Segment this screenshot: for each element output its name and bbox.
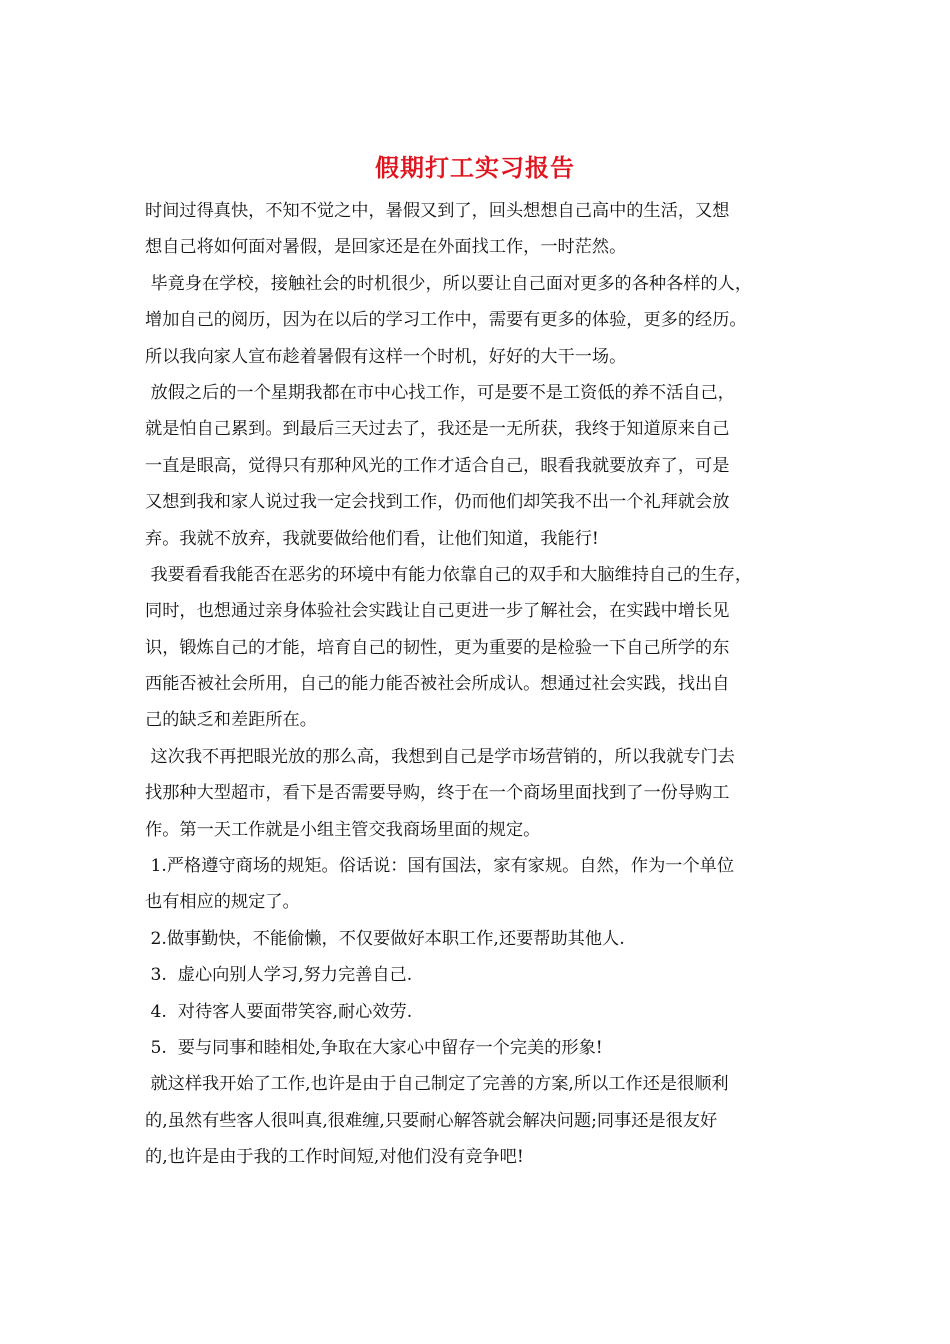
body-line: 所以我向家人宣布趁着暑假有这样一个时机，好好的大干一场。 bbox=[145, 346, 627, 367]
body-line: 1.严格遵守商场的规矩。俗话说：国有国法，家有家规。自然，作为一个单位 bbox=[145, 856, 735, 877]
body-line: 己的缺乏和差距所在。 bbox=[145, 710, 317, 731]
body-line: 西能否被社会所用，自己的能力能否被社会所成认。想通过社会实践，找出自 bbox=[145, 674, 730, 695]
body-line: 一直是眼高，觉得只有那种风光的工作才适合自己，眼看我就要放弃了，可是 bbox=[145, 455, 730, 476]
body-line: 5. 要与同事和睦相处,争取在大家心中留存一个完美的形象! bbox=[145, 1037, 603, 1058]
body-line: 找那种大型超市，看下是否需要导购，终于在一个商场里面找到了一份导购工 bbox=[145, 783, 730, 804]
body-line: 这次我不再把眼光放的那么高，我想到自己是学市场营销的，所以我就专门去 bbox=[145, 746, 735, 767]
body-line: 的,也许是由于我的工作时间短,对他们没有竞争吧! bbox=[145, 1147, 524, 1168]
body-line: 就是怕自己累到。到最后三天过去了，我还是一无所获，我终于知道原来自己 bbox=[145, 419, 730, 440]
body-line: 毕竟身在学校，接触社会的时机很少，所以要让自己面对更多的各种各样的人， bbox=[145, 273, 753, 294]
body-line: 3. 虚心向别人学习,努力完善自己. bbox=[145, 965, 413, 986]
body-line: 时间过得真快，不知不觉之中，暑假又到了，回头想想自己高中的生活，又想 bbox=[145, 201, 730, 221]
body-line: 4. 对待客人要面带笑容,耐心效劳. bbox=[145, 1001, 413, 1022]
body-line: 就这样我开始了工作,也许是由于自己制定了完善的方案,所以工作还是很顺利 bbox=[145, 1074, 729, 1095]
body-line: 放假之后的一个星期我都在市中心找工作，可是要不是工资低的养不活自己， bbox=[145, 382, 735, 403]
body-line: 2.做事勤快，不能偷懒，不仅要做好本职工作,还要帮助其他人. bbox=[145, 928, 625, 949]
document-title: 假期打工实习报告 bbox=[375, 153, 575, 182]
body-line: 识，锻炼自己的才能，培育自己的韧性，更为重要的是检验一下自己所学的东 bbox=[145, 637, 730, 658]
body-line: 也有相应的规定了。 bbox=[145, 892, 300, 913]
body-line: 想自己将如何面对暑假，是回家还是在外面找工作，一时茫然。 bbox=[145, 237, 627, 258]
body-line: 我要看看我能否在恶劣的环境中有能力依靠自己的双手和大脑维持自己的生存， bbox=[145, 564, 753, 585]
body-line: 作。第一天工作就是小组主管交我商场里面的规定。 bbox=[145, 819, 541, 840]
body-line: 同时，也想通过亲身体验社会实践让自己更进一步了解社会，在实践中增长见 bbox=[145, 601, 730, 622]
body-line: 的,虽然有些客人很叫真,很难缠,只要耐心解答就会解决问题;同事还是很友好 bbox=[145, 1110, 718, 1131]
body-line: 弃。我就不放弃，我就要做给他们看，让他们知道，我能行! bbox=[145, 528, 599, 549]
document-body bbox=[145, 193, 825, 1176]
body-line: 又想到我和家人说过我一定会找到工作，仍而他们却笑我不出一个礼拜就会放 bbox=[145, 492, 730, 513]
body-line: 增加自己的阅历，因为在以后的学习工作中，需要有更多的体验，更多的经历。 bbox=[145, 310, 747, 331]
